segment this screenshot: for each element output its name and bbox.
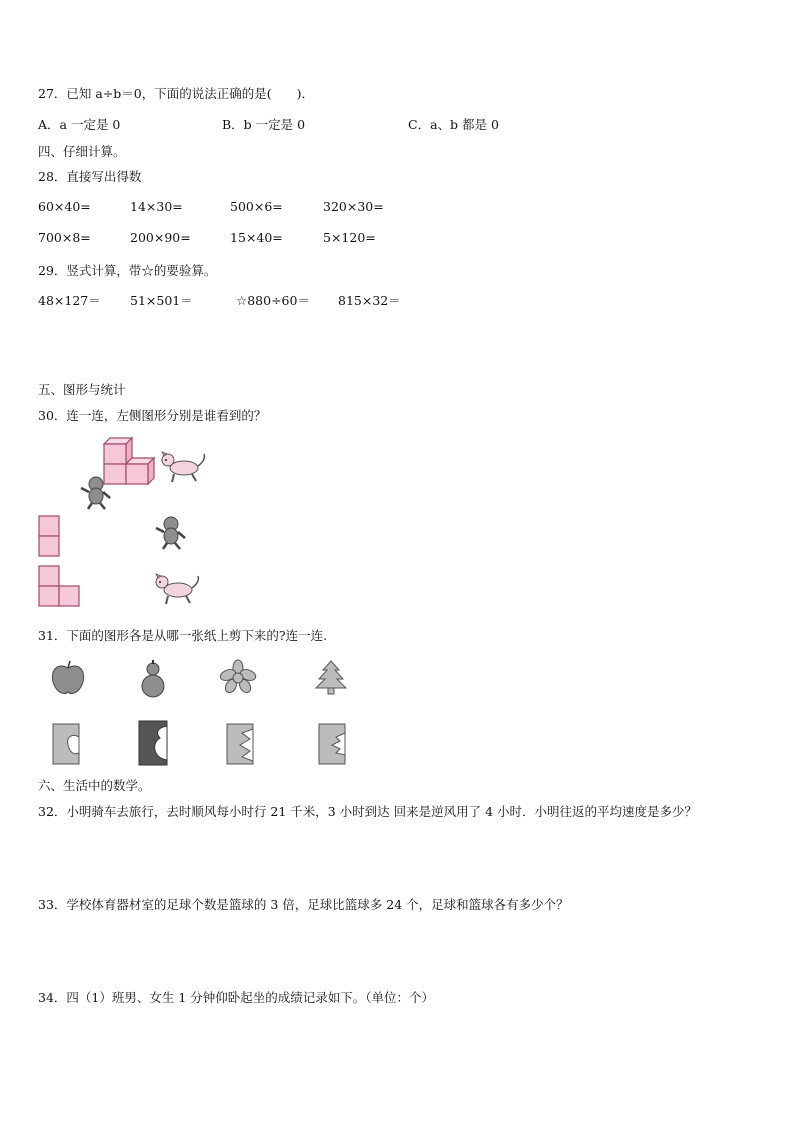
q28-item: 60×40= bbox=[38, 199, 91, 214]
q33-text: 33．学校体育器材室的足球个数是篮球的 3 倍，足球比篮球多 24 个，足球和篮球各有多少个？ bbox=[38, 897, 569, 912]
dog-icon bbox=[158, 450, 208, 486]
section4-title: 四、仔细计算。 bbox=[38, 144, 126, 159]
q29-text: 29．竖式计算，带☆的要验算。 bbox=[38, 263, 217, 278]
q28-item: 200×90= bbox=[130, 230, 191, 245]
q32-text: 32．小明骑车去旅行，去时顺风每小时行 21 千米，3 小时到达 回来是逆风用了 4 小时．小明往返的平均速度是多少？ bbox=[38, 804, 698, 819]
tree-shape-icon[interactable] bbox=[315, 660, 347, 696]
q27-text: 27．已知 a÷b＝0，下面的说法正确的是( )． bbox=[38, 86, 315, 101]
q28-item: 320×30= bbox=[323, 199, 384, 214]
view-l-shape-squares[interactable] bbox=[38, 565, 84, 609]
q28-item: 14×30= bbox=[130, 199, 183, 214]
q30-text: 30．连一连，左侧图形分别是谁看到的？ bbox=[38, 408, 267, 423]
paper-cut-gourd-icon[interactable] bbox=[138, 720, 168, 766]
apple-shape-icon[interactable] bbox=[50, 660, 86, 696]
q31-text: 31．下面的图形各是从哪一张纸上剪下来的?连一连. bbox=[38, 628, 328, 643]
q27-option-b[interactable]: B．b 一定是 0 bbox=[222, 117, 306, 132]
dog-icon[interactable] bbox=[152, 572, 202, 608]
section6-title: 六、生活中的数学。 bbox=[38, 778, 151, 793]
paper-cut-apple-icon[interactable] bbox=[52, 723, 80, 765]
q28-item: 700×8= bbox=[38, 230, 91, 245]
q34-text: 34．四（1）班男、女生 1 分钟仰卧起坐的成绩记录如下。（单位：个） bbox=[38, 990, 435, 1005]
q29-item: ☆880÷60＝ bbox=[236, 293, 310, 308]
section5-title: 五、图形与统计 bbox=[38, 382, 126, 397]
view-two-stacked-squares[interactable] bbox=[38, 515, 62, 559]
q27-option-c[interactable]: C．a、b 都是 0 bbox=[408, 117, 499, 132]
q29-item: 48×127＝ bbox=[38, 293, 101, 308]
monkey-icon bbox=[78, 476, 114, 510]
q28-item: 15×40= bbox=[230, 230, 283, 245]
gourd-shape-icon[interactable] bbox=[138, 660, 168, 698]
q29-item: 815×32＝ bbox=[338, 293, 401, 308]
paper-cut-flower-icon[interactable] bbox=[226, 723, 254, 765]
q29-item: 51×501＝ bbox=[130, 293, 193, 308]
flower-shape-icon[interactable] bbox=[220, 660, 256, 694]
monkey-icon[interactable] bbox=[153, 516, 189, 550]
q28-text: 28．直接写出得数 bbox=[38, 169, 142, 184]
q28-item: 500×6= bbox=[230, 199, 283, 214]
paper-cut-tree-icon[interactable] bbox=[318, 723, 346, 765]
q28-item: 5×120= bbox=[323, 230, 376, 245]
q27-option-a[interactable]: A．a 一定是 0 bbox=[38, 117, 121, 132]
